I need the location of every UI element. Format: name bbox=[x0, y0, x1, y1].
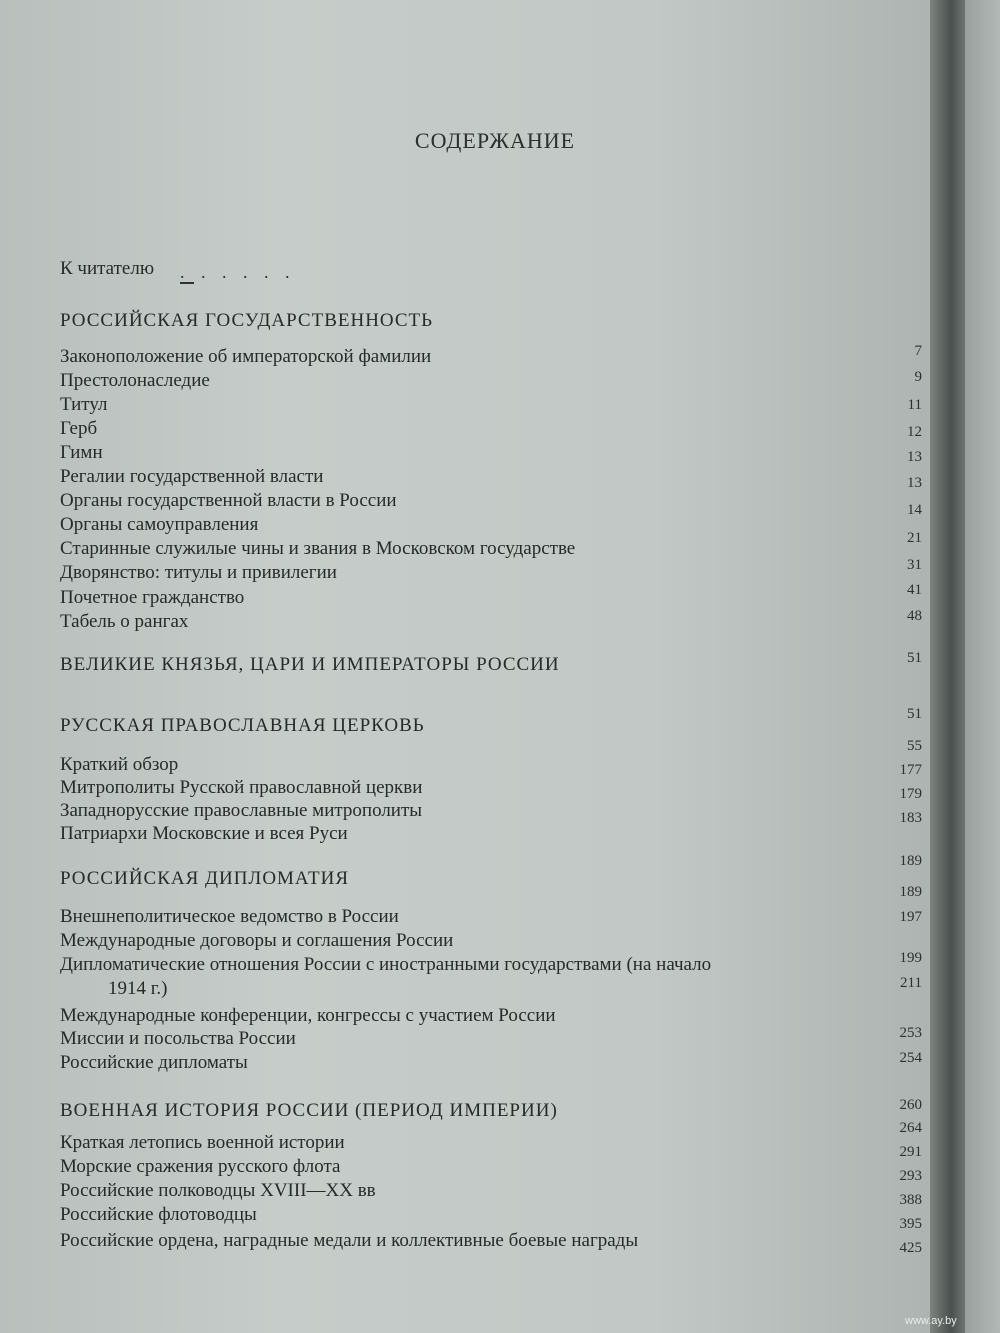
toc-item-page: 260 bbox=[899, 1097, 922, 1113]
toc-item: Международные договоры и соглашения России bbox=[60, 930, 454, 951]
toc-item-page: 21 bbox=[907, 530, 922, 546]
toc-item: Дипломатические отношения России с иностранными государствами (на начало bbox=[60, 954, 712, 975]
toc-item-page: 11 bbox=[907, 397, 922, 413]
toc-item-page: 31 bbox=[907, 557, 922, 573]
toc-section-page: 7 bbox=[914, 343, 922, 359]
toc-item: Регалии государственной власти bbox=[60, 466, 324, 487]
toc-section-title: ВЕЛИКИЕ КНЯЗЬЯ, ЦАРИ И ИМПЕРАТОРЫ РОССИИ bbox=[60, 654, 560, 675]
toc-section-title: РОССИЙСКАЯ ГОСУДАРСТВЕННОСТЬ bbox=[60, 310, 434, 331]
toc-item-page: 41 bbox=[907, 582, 922, 598]
toc-item: Старинные служилые чины и звания в Московском государстве bbox=[60, 538, 576, 559]
toc-item: Митрополиты Русской православной церкви bbox=[60, 777, 423, 798]
toc-item: Международные конференции, конгрессы с участием России bbox=[60, 1005, 556, 1026]
toc-section-title: ВОЕННАЯ ИСТОРИЯ РОССИИ (ПЕРИОД ИМПЕРИИ) bbox=[60, 1100, 558, 1121]
toc-item-page: 51 bbox=[907, 706, 922, 722]
toc-item-page: 13 bbox=[907, 449, 922, 465]
toc-item-page: 254 bbox=[899, 1050, 922, 1066]
toc-item-page: 14 bbox=[907, 502, 922, 518]
toc-item: Российские флотоводцы bbox=[60, 1204, 257, 1225]
toc-item: Патриархи Московские и всея Руси bbox=[60, 823, 348, 844]
toc-section-page: 291 bbox=[899, 1144, 922, 1160]
toc-item: Табель о рангах bbox=[60, 611, 189, 632]
toc-item: Западнорусские православные митрополиты bbox=[60, 800, 423, 821]
toc-item: Миссии и посольства России bbox=[60, 1028, 296, 1049]
toc-item-page: 12 bbox=[907, 424, 922, 440]
toc-section-page: 177 bbox=[899, 762, 922, 778]
toc-item-page: 388 bbox=[899, 1192, 922, 1208]
toc-item: Гимн bbox=[60, 442, 103, 463]
toc-item: Органы государственной власти в России bbox=[60, 490, 397, 511]
toc-item: Морские сражения русского флота bbox=[60, 1156, 341, 1177]
toc-item-page: 211 bbox=[900, 975, 922, 991]
toc-item-page: 293 bbox=[899, 1168, 922, 1184]
toc-item-page: 264 bbox=[899, 1120, 922, 1136]
toc-item: Российские полководцы XVIII—XX вв bbox=[60, 1180, 376, 1201]
book-gutter bbox=[930, 0, 965, 1333]
toc-item: Престолонаследие bbox=[60, 370, 210, 391]
toc-item: Краткий обзор bbox=[60, 754, 179, 775]
toc-item-page: 48 bbox=[907, 608, 922, 624]
toc-intro-leader: . . . . . . bbox=[180, 262, 296, 282]
toc-item: Дворянство: титулы и привилегии bbox=[60, 562, 337, 583]
toc-section-page: 55 bbox=[907, 738, 922, 754]
toc-item: Законоположение об императорской фамилии bbox=[60, 346, 432, 367]
toc-item-page: 199 bbox=[899, 950, 922, 966]
toc-item: Герб bbox=[60, 418, 98, 439]
toc-item-page: 51 bbox=[907, 650, 922, 666]
toc-intro: К читателю bbox=[60, 258, 155, 279]
page-title: СОДЕРЖАНИЕ bbox=[414, 128, 576, 153]
toc-item: Органы самоуправления bbox=[60, 514, 259, 535]
toc-item: Российские дипломаты bbox=[60, 1052, 248, 1073]
watermark: www.ay.by bbox=[905, 1315, 957, 1327]
adjacent-page-edge bbox=[965, 0, 1000, 1333]
toc-item: Почетное гражданство bbox=[60, 587, 245, 608]
toc-item-page: 253 bbox=[899, 1025, 922, 1041]
toc-item-page: 395 bbox=[899, 1216, 922, 1232]
toc-item-page: 189 bbox=[899, 853, 922, 869]
toc-item: Российские ордена, наградные медали и коллективные боевые награды bbox=[60, 1230, 639, 1251]
toc-item-page: 179 bbox=[899, 786, 922, 802]
dash-mark bbox=[180, 282, 194, 284]
toc-item: Титул bbox=[60, 394, 108, 415]
toc-item: Краткая летопись военной истории bbox=[60, 1132, 345, 1153]
toc-item-page: 189 bbox=[899, 884, 922, 900]
toc-item-page: 9 bbox=[914, 369, 922, 385]
toc-section-page: 197 bbox=[899, 909, 922, 925]
toc-item-page: 183 bbox=[899, 810, 922, 826]
toc-item: 1914 г.) bbox=[108, 978, 168, 999]
toc-item-page: 13 bbox=[907, 475, 922, 491]
toc-item-page: 425 bbox=[899, 1240, 922, 1256]
toc-item: Внешнеполитическое ведомство в России bbox=[60, 906, 399, 927]
toc-section-title: РУССКАЯ ПРАВОСЛАВНАЯ ЦЕРКОВЬ bbox=[60, 715, 425, 736]
toc-section-title: РОССИЙСКАЯ ДИПЛОМАТИЯ bbox=[60, 868, 349, 889]
